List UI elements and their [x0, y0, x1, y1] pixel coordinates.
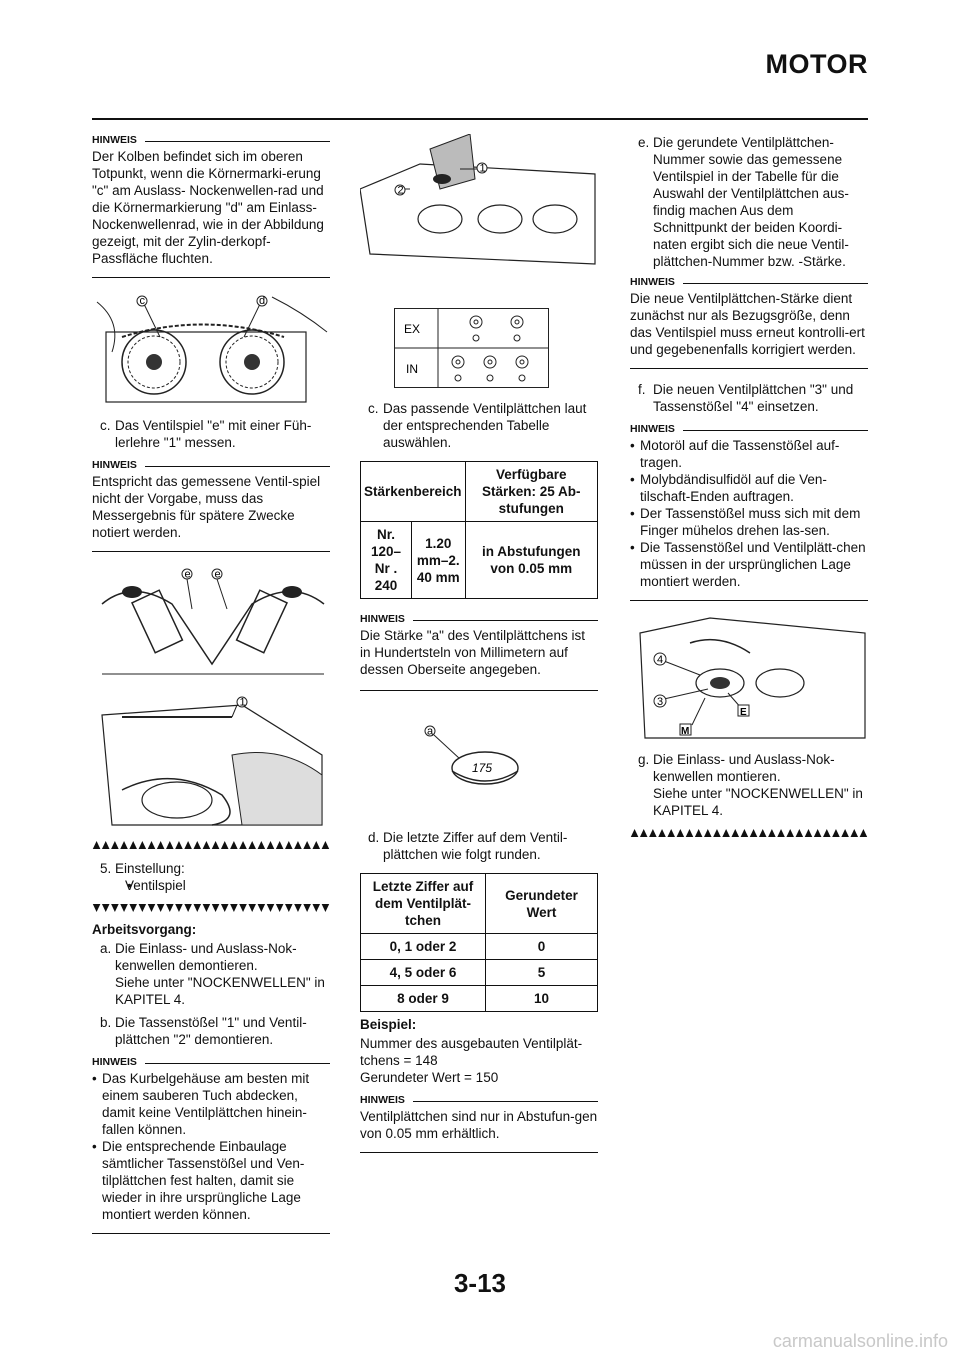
triangle-up-mark: [658, 829, 666, 837]
triangle-up-mark: [695, 829, 703, 837]
figure-lifter-install: [630, 613, 868, 743]
triangle-up-mark: [832, 829, 840, 837]
triangle-up-mark: [667, 829, 675, 837]
figure-lifter-removal: [360, 134, 598, 274]
note-text: Entspricht das gemessene Ventil-spiel nicht der Vorgabe, muss das Messergebnis für spätere Zwecke notiert werden.: [92, 474, 321, 540]
triangle-up-mark: [823, 829, 831, 837]
column-3: [630, 134, 868, 842]
example-heading: Beispiel:: [360, 1017, 417, 1032]
note-3: [92, 1056, 330, 1234]
note-6: [630, 276, 868, 369]
rounding-table: [360, 873, 598, 1012]
table-header: Letzte Ziffer auf dem Ventilplät-tchen: [361, 874, 486, 934]
header-rule: [92, 118, 868, 120]
triangle-up-mark: [166, 841, 174, 849]
triangle-up-mark: [175, 841, 183, 849]
step-d-round: d. Die letzte Ziffer auf dem Ventil-plättchen wie folgt runden.: [368, 830, 568, 862]
note-text: Die Stärke "a" des Ventilplättchens ist in Hundertsteln von Millimetern auf dessen Oberseite angegeben.: [360, 628, 585, 677]
triangle-down-mark: [294, 904, 302, 912]
fig4-label-2: 2: [397, 184, 404, 197]
fig2-label-e2: e: [214, 568, 221, 581]
triangle-up-mark: [157, 841, 165, 849]
table-cell: 1.20 mm–2. 40 mm: [412, 522, 466, 599]
page-number: 3-13: [453, 1268, 507, 1298]
triangle-up-mark: [322, 841, 330, 849]
table-cell: 0, 1 oder 2: [361, 934, 486, 960]
note-bullet: • Die Tassenstößel und Ventilplätt-chen müssen in der ursprünglichen Lage montiert werden.: [630, 539, 868, 590]
triangle-down-mark: [258, 904, 266, 912]
triangle-down-mark: [102, 904, 110, 912]
fig1-label-c: c: [139, 295, 145, 307]
triangle-up-mark: [120, 841, 128, 849]
note-label: HINWEIS: [92, 1056, 330, 1068]
triangle-down-mark: [212, 904, 220, 912]
triangle-up-mark: [796, 829, 804, 837]
triangle-up-mark: [731, 829, 739, 837]
note-label: HINWEIS: [92, 134, 330, 146]
triangle-up-mark: [841, 829, 849, 837]
note-bullet: • Molybdändisulfidöl auf die Ven-tilschaft-Enden auftragen.: [630, 471, 868, 505]
step-c-measure: c. Das Ventilspiel "e" mit einer Füh-lerlehre "1" messen.: [100, 418, 312, 450]
in-label: IN: [406, 362, 418, 376]
triangle-down-mark: [129, 904, 137, 912]
figure-feeler-gauge: [92, 695, 330, 827]
triangle-up-mark: [303, 841, 311, 849]
triangle-up-mark: [704, 829, 712, 837]
triangle-up-mark: [276, 841, 284, 849]
note-bullet: • Der Tassenstößel muss sich mit dem Finger mühelos drehen las-sen.: [630, 505, 868, 539]
note-label: HINWEIS: [92, 459, 330, 471]
figure-shim-marking: [420, 721, 598, 791]
note-bullet: • Motoröl auf die Tassenstößel auf-tragen.: [630, 437, 868, 471]
triangle-down-mark: [248, 904, 256, 912]
triangle-up-mark: [212, 841, 220, 849]
note-2: [92, 459, 330, 552]
triangle-down-mark: [267, 904, 275, 912]
triangle-row-up: [630, 828, 868, 838]
triangle-up-mark: [93, 841, 101, 849]
triangle-up-mark: [248, 841, 256, 849]
work-heading: Arbeitsvorgang:: [92, 922, 197, 937]
triangle-up-mark: [722, 829, 730, 837]
figure-camshaft-sprockets: [92, 292, 330, 407]
triangle-up-mark: [184, 841, 192, 849]
triangle-up-mark: [102, 841, 110, 849]
fig2-label-e1: e: [184, 568, 191, 581]
note-text: Der Kolben befindet sich im oberen Totpunkt, wenn die Körnermarki-erung "c" am Auslass- Nockenwellen-rad und die Körnermarkierung "d" am Einlass- Nockenwellenrad, wie in der Abbildung gezeigt, mit der Zylin-derkopf- Passfläche fluchten.: [92, 149, 324, 266]
triangle-down-mark: [157, 904, 165, 912]
triangle-up-mark: [649, 829, 657, 837]
triangle-up-mark: [230, 841, 238, 849]
fig1-label-d: d: [259, 295, 266, 307]
triangle-down-mark: [184, 904, 192, 912]
table-cell: 10: [486, 986, 598, 1012]
note-label: HINWEIS: [630, 423, 868, 435]
note-text: Ventilplättchen sind nur in Abstufun-gen von 0.05 mm erhältlich.: [360, 1109, 598, 1141]
step-5-adjustment: 5. Einstellung: • Ventilspiel: [92, 860, 330, 894]
triangle-down-mark: [148, 904, 156, 912]
fig4-label-1: 1: [479, 162, 486, 175]
triangle-up-mark: [850, 829, 858, 837]
triangle-up-mark: [759, 829, 767, 837]
triangle-up-mark: [139, 841, 147, 849]
note-text: Die neue Ventilplättchen-Stärke dient zunächst nur als Bezugsgröße, denn das Ventilspiel muss erneut kontrolli-ert und gegebenenfalls korrigiert werden.: [630, 291, 865, 357]
triangle-down-mark: [322, 904, 330, 912]
table-header: Stärkenbereich: [361, 462, 466, 522]
table-header: Verfügbare Stärken: 25 Ab-stufungen: [465, 462, 597, 522]
triangle-down-mark: [221, 904, 229, 912]
watermark: carmanualsonline.info: [772, 1331, 948, 1351]
note-label: HINWEIS: [630, 276, 868, 288]
triangle-up-mark: [239, 841, 247, 849]
triangle-down-mark: [239, 904, 247, 912]
triangle-up-mark: [294, 841, 302, 849]
triangle-down-mark: [285, 904, 293, 912]
step-e-find-shim: e. Die gerundete Ventilplättchen-Nummer sowie das gemessene Ventilspiel in der Tabelle für die Auswahl der Ventilplättchen aus-findig machen Aus dem Schnittpunkt der beiden Koordi-naten ergibt sich die neue Ventil-plättchen-Nummer bzw. -Stärke.: [638, 135, 849, 269]
triangle-up-mark: [129, 841, 137, 849]
figure-valve-clearance: [92, 564, 330, 689]
column-1: [92, 134, 330, 1246]
triangle-up-mark: [677, 829, 685, 837]
step-a-remove-camshafts: a. Die Einlass- und Auslass-Nok-kenwellen demontieren. Siehe unter "NOCKENWELLEN" in KAPITEL 4.: [100, 941, 325, 1007]
triangle-up-mark: [686, 829, 694, 837]
triangle-down-mark: [120, 904, 128, 912]
step-c-select-shim: c. Das passende Ventilplättchen laut der entsprechenden Tabelle auswählen.: [368, 401, 587, 450]
ex-label: EX: [404, 322, 421, 336]
triangle-up-mark: [777, 829, 785, 837]
triangle-up-mark: [148, 841, 156, 849]
triangle-down-mark: [193, 904, 201, 912]
triangle-up-mark: [193, 841, 201, 849]
thickness-table: [360, 461, 598, 599]
step-b-remove-lifters: b. Die Tassenstößel "1" und Ventil-plättchen "2" demontieren.: [100, 1015, 307, 1047]
triangle-down-mark: [312, 904, 320, 912]
triangle-up-mark: [713, 829, 721, 837]
table-cell: 0: [486, 934, 598, 960]
triangle-up-mark: [285, 841, 293, 849]
note-7: [630, 423, 868, 601]
triangle-up-mark: [640, 829, 648, 837]
triangle-up-mark: [258, 841, 266, 849]
figure-ex-in-valves: [394, 308, 598, 388]
table-cell: in Abstufungen von 0.05 mm: [465, 522, 597, 599]
triangle-up-mark: [786, 829, 794, 837]
fig6-label-e: E: [740, 707, 747, 718]
triangle-row-up: [92, 840, 330, 850]
example-line: Nummer des ausgebauten Ventilplät-tchens = 148: [360, 1036, 583, 1068]
step-f-install: f. Die neuen Ventilplättchen "3" und Tassenstößel "4" einsetzen.: [638, 382, 854, 414]
note-bullet: • Die entsprechende Einbaulage sämtlicher Tassenstößel und Ven-tilplättchen fest halten, damit sie wieder in ihre ursprüngliche Lage montiert werden können.: [92, 1138, 330, 1223]
triangle-up-mark: [111, 841, 119, 849]
fig6-label-m: M: [681, 726, 690, 737]
note-label: HINWEIS: [360, 1094, 598, 1106]
triangle-row-down: [92, 903, 330, 913]
note-5: [360, 1094, 598, 1153]
triangle-up-mark: [750, 829, 758, 837]
column-2: [360, 134, 598, 1165]
triangle-up-mark: [768, 829, 776, 837]
triangle-up-mark: [741, 829, 749, 837]
fig5-label-a: a: [427, 725, 434, 738]
step-g-install-camshafts: g. Die Einlass- und Auslass-Nok-kenwellen montieren. Siehe unter "NOCKENWELLEN" in KAPITEL 4.: [638, 752, 863, 818]
example-line: Gerundeter Wert = 150: [360, 1070, 499, 1085]
triangle-down-mark: [203, 904, 211, 912]
triangle-up-mark: [203, 841, 211, 849]
table-cell: Nr. 120–Nr . 240: [361, 522, 412, 599]
triangle-up-mark: [860, 829, 868, 837]
triangle-up-mark: [631, 829, 639, 837]
triangle-up-mark: [267, 841, 275, 849]
page-title: MOTOR: [765, 49, 868, 79]
triangle-down-mark: [230, 904, 238, 912]
triangle-up-mark: [814, 829, 822, 837]
fig5-shim-number: 175: [472, 761, 493, 775]
note-1: [92, 134, 330, 278]
fig6-label-3: 3: [657, 696, 664, 708]
table-header: Gerundeter Wert: [486, 874, 598, 934]
triangle-down-mark: [111, 904, 119, 912]
fig6-label-4: 4: [657, 654, 664, 666]
note-label: HINWEIS: [360, 613, 598, 625]
triangle-down-mark: [276, 904, 284, 912]
note-4: [360, 613, 598, 691]
triangle-down-mark: [303, 904, 311, 912]
table-cell: 5: [486, 960, 598, 986]
triangle-down-mark: [139, 904, 147, 912]
triangle-down-mark: [175, 904, 183, 912]
triangle-up-mark: [312, 841, 320, 849]
table-cell: 4, 5 oder 6: [361, 960, 486, 986]
triangle-down-mark: [166, 904, 174, 912]
note-bullet: • Das Kurbelgehäuse am besten mit einem sauberen Tuch abdecken, damit keine Ventilplättchen hinein-fallen können.: [92, 1070, 330, 1138]
table-cell: 8 oder 9: [361, 986, 486, 1012]
fig3-label-1: 1: [239, 696, 246, 709]
triangle-up-mark: [221, 841, 229, 849]
triangle-down-mark: [93, 904, 101, 912]
triangle-up-mark: [805, 829, 813, 837]
